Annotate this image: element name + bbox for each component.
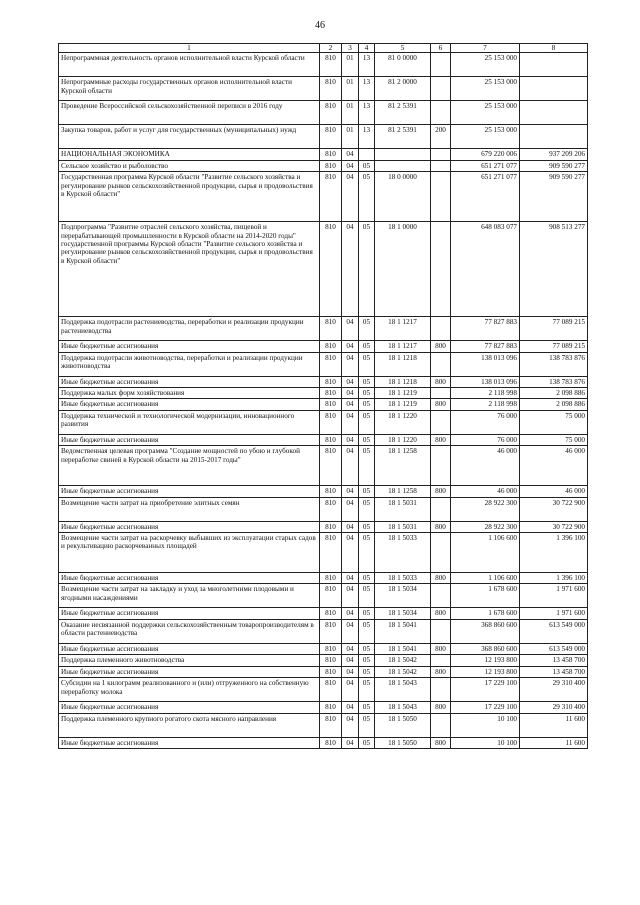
amount-year-1: 651 271 077 <box>451 160 520 171</box>
expense-type-code <box>431 497 451 521</box>
amount-year-2: 1 971 600 <box>520 608 588 619</box>
target-article-code: 18 1 5042 <box>375 666 431 677</box>
expense-type-code: 800 <box>431 399 451 410</box>
ministry-code: 810 <box>320 655 342 666</box>
amount-year-1: 368 860 600 <box>451 619 520 643</box>
row-name: Закупка товаров, работ и услуг для государственных (муниципальных) нужд <box>59 125 320 149</box>
subsection-code: 05 <box>359 678 375 702</box>
amount-year-1: 76 000 <box>451 434 520 445</box>
target-article-code: 81 2 0000 <box>375 77 431 101</box>
column-number-row <box>59 44 588 53</box>
amount-year-2: 1 396 100 <box>520 573 588 584</box>
table-row <box>59 172 588 222</box>
amount-year-1: 17 229 100 <box>451 702 520 713</box>
ministry-code: 810 <box>320 160 342 171</box>
target-article-code: 81 2 5391 <box>375 125 431 149</box>
ministry-code: 810 <box>320 702 342 713</box>
expense-type-code: 800 <box>431 434 451 445</box>
ministry-code: 810 <box>320 172 342 222</box>
target-article-code: 18 1 5031 <box>375 521 431 532</box>
section-code: 04 <box>342 399 359 410</box>
target-article-code: 81 0 0000 <box>375 53 431 77</box>
ministry-code: 810 <box>320 125 342 149</box>
target-article-code: 18 1 5034 <box>375 608 431 619</box>
expense-type-code: 800 <box>431 376 451 387</box>
expense-type-code: 200 <box>431 125 451 149</box>
amount-year-1: 46 000 <box>451 486 520 497</box>
section-code: 04 <box>342 655 359 666</box>
expense-type-code <box>431 317 451 341</box>
amount-year-1: 76 000 <box>451 410 520 434</box>
target-article-code: 18 1 0000 <box>375 222 431 317</box>
table-row <box>59 573 588 584</box>
row-name: Иные бюджетные ассигнования <box>59 376 320 387</box>
amount-year-2: 138 783 876 <box>520 376 588 387</box>
subsection-code: 05 <box>359 521 375 532</box>
target-article-code <box>375 160 431 171</box>
expense-type-code: 800 <box>431 486 451 497</box>
subsection-code: 05 <box>359 388 375 399</box>
target-article-code: 18 1 1220 <box>375 434 431 445</box>
amount-year-2: 937 209 206 <box>520 149 588 160</box>
amount-year-1: 679 220 006 <box>451 149 520 160</box>
amount-year-2: 613 549 000 <box>520 643 588 654</box>
amount-year-1: 77 827 883 <box>451 317 520 341</box>
amount-year-2: 613 549 000 <box>520 619 588 643</box>
expense-type-code: 800 <box>431 341 451 352</box>
expense-type-code: 800 <box>431 521 451 532</box>
expense-type-code <box>431 53 451 77</box>
row-name: Непрограммная деятельность органов исполнительной власти Курской области <box>59 53 320 77</box>
subsection-code: 05 <box>359 608 375 619</box>
table-row <box>59 446 588 486</box>
ministry-code: 810 <box>320 521 342 532</box>
expense-type-code: 800 <box>431 573 451 584</box>
subsection-code: 13 <box>359 53 375 77</box>
row-name: Оказание несвязанной поддержки сельскохозяйственным товаропроизводителям в области растениеводства <box>59 619 320 643</box>
ministry-code: 810 <box>320 619 342 643</box>
column-header: 6 <box>431 44 451 53</box>
amount-year-1: 138 013 096 <box>451 376 520 387</box>
table-row <box>59 317 588 341</box>
amount-year-1: 77 827 883 <box>451 341 520 352</box>
amount-year-1: 1 106 600 <box>451 573 520 584</box>
table-row <box>59 434 588 445</box>
table-row <box>59 497 588 521</box>
expense-type-code <box>431 410 451 434</box>
ministry-code: 810 <box>320 222 342 317</box>
subsection-code: 05 <box>359 486 375 497</box>
section-code: 04 <box>342 497 359 521</box>
ministry-code: 810 <box>320 434 342 445</box>
table-row <box>59 643 588 654</box>
amount-year-2: 1 971 600 <box>520 584 588 608</box>
amount-year-1: 12 193 800 <box>451 666 520 677</box>
row-name: НАЦИОНАЛЬНАЯ ЭКОНОМИКА <box>59 149 320 160</box>
target-article-code: 18 1 1218 <box>375 376 431 387</box>
amount-year-2: 30 722 900 <box>520 497 588 521</box>
target-article-code: 18 1 5033 <box>375 533 431 573</box>
expense-type-code: 800 <box>431 666 451 677</box>
table-row <box>59 101 588 125</box>
ministry-code: 810 <box>320 584 342 608</box>
ministry-code: 810 <box>320 713 342 737</box>
row-name: Поддержка племенного крупного рогатого скота мясного направления <box>59 713 320 737</box>
ministry-code: 810 <box>320 608 342 619</box>
table-row <box>59 376 588 387</box>
expense-type-code <box>431 619 451 643</box>
amount-year-2: 138 783 876 <box>520 352 588 376</box>
row-name: Иные бюджетные ассигнования <box>59 341 320 352</box>
expense-type-code: 800 <box>431 608 451 619</box>
row-name: Государственная программа Курской области "Развитие сельского хозяйства и регулирование рынков сельскохозяйственной продукции, сырья и продовольствия в Курской области" <box>59 172 320 222</box>
subsection-code: 05 <box>359 341 375 352</box>
row-name: Иные бюджетные ассигнования <box>59 399 320 410</box>
subsection-code: 05 <box>359 619 375 643</box>
expense-type-code: 800 <box>431 702 451 713</box>
subsection-code: 05 <box>359 434 375 445</box>
section-code: 04 <box>342 434 359 445</box>
section-code: 04 <box>342 584 359 608</box>
row-name: Иные бюджетные ассигнования <box>59 737 320 748</box>
target-article-code: 18 1 5041 <box>375 619 431 643</box>
ministry-code: 810 <box>320 573 342 584</box>
target-article-code: 18 1 5050 <box>375 713 431 737</box>
amount-year-2 <box>520 125 588 149</box>
amount-year-2: 30 722 900 <box>520 521 588 532</box>
ministry-code: 810 <box>320 341 342 352</box>
target-article-code: 18 0 0000 <box>375 172 431 222</box>
row-name: Поддержка племенного животноводства <box>59 655 320 666</box>
row-name: Подпрограмма "Развитие отраслей сельского хозяйства, пищевой и перерабатывающей промышленности в Курской области на 2014-2020 годы" государственной программы Курской области "Развитие сельского хозяйства и регулирование рынков сельскохозяйственной продукции, сырья и продовольствия в Курской области" <box>59 222 320 317</box>
section-code: 04 <box>342 317 359 341</box>
ministry-code: 810 <box>320 666 342 677</box>
column-header: 4 <box>359 44 375 53</box>
amount-year-1: 138 013 096 <box>451 352 520 376</box>
target-article-code: 18 1 1219 <box>375 399 431 410</box>
ministry-code: 810 <box>320 533 342 573</box>
section-code: 04 <box>342 388 359 399</box>
target-article-code: 18 1 5033 <box>375 573 431 584</box>
row-name: Иные бюджетные ассигнования <box>59 702 320 713</box>
amount-year-2: 11 600 <box>520 737 588 748</box>
ministry-code: 810 <box>320 446 342 486</box>
column-header: 5 <box>375 44 431 53</box>
amount-year-2: 77 089 215 <box>520 317 588 341</box>
section-code: 04 <box>342 643 359 654</box>
amount-year-1: 648 083 077 <box>451 222 520 317</box>
table-row <box>59 713 588 737</box>
table-row <box>59 125 588 149</box>
ministry-code: 810 <box>320 376 342 387</box>
target-article-code: 18 1 5034 <box>375 584 431 608</box>
section-code: 04 <box>342 608 359 619</box>
table-row <box>59 388 588 399</box>
amount-year-2: 11 600 <box>520 713 588 737</box>
section-code: 01 <box>342 101 359 125</box>
row-name: Поддержка технической и технологической модернизации, инновационного развития <box>59 410 320 434</box>
amount-year-2: 908 513 277 <box>520 222 588 317</box>
subsection-code: 05 <box>359 666 375 677</box>
table-row <box>59 737 588 748</box>
expense-type-code <box>431 77 451 101</box>
target-article-code: 18 1 1217 <box>375 317 431 341</box>
row-name: Ведомственная целевая программа "Создание мощностей по убою и глубокой переработке свиней в Курской области на 2015-2017 годы" <box>59 446 320 486</box>
section-code: 04 <box>342 376 359 387</box>
row-name: Иные бюджетные ассигнования <box>59 573 320 584</box>
amount-year-1: 25 153 000 <box>451 125 520 149</box>
amount-year-2: 46 000 <box>520 486 588 497</box>
section-code: 04 <box>342 410 359 434</box>
page-number: 46 <box>315 20 325 31</box>
table-row <box>59 655 588 666</box>
section-code: 04 <box>342 573 359 584</box>
target-article-code: 18 1 5031 <box>375 497 431 521</box>
subsection-code: 05 <box>359 737 375 748</box>
amount-year-2: 909 590 277 <box>520 160 588 171</box>
amount-year-2: 46 000 <box>520 446 588 486</box>
target-article-code: 18 1 1219 <box>375 388 431 399</box>
ministry-code: 810 <box>320 149 342 160</box>
column-header: 1 <box>59 44 320 53</box>
row-name: Поддержка подотрасли животноводства, переработки и реализации продукции животноводства <box>59 352 320 376</box>
expense-type-code: 800 <box>431 643 451 654</box>
table-row <box>59 619 588 643</box>
section-code: 04 <box>342 446 359 486</box>
section-code: 04 <box>342 149 359 160</box>
section-code: 04 <box>342 352 359 376</box>
subsection-code: 13 <box>359 125 375 149</box>
amount-year-1: 2 118 998 <box>451 388 520 399</box>
amount-year-1: 651 271 077 <box>451 172 520 222</box>
row-name: Иные бюджетные ассигнования <box>59 486 320 497</box>
row-name: Поддержка малых форм хозяйствования <box>59 388 320 399</box>
target-article-code: 18 1 1258 <box>375 486 431 497</box>
subsection-code: 05 <box>359 446 375 486</box>
target-article-code: 18 1 5042 <box>375 655 431 666</box>
row-name: Иные бюджетные ассигнования <box>59 521 320 532</box>
amount-year-2: 75 000 <box>520 410 588 434</box>
subsection-code: 05 <box>359 702 375 713</box>
expense-type-code <box>431 388 451 399</box>
section-code: 04 <box>342 737 359 748</box>
amount-year-1: 25 153 000 <box>451 77 520 101</box>
section-code: 04 <box>342 713 359 737</box>
section-code: 01 <box>342 53 359 77</box>
amount-year-1: 10 100 <box>451 713 520 737</box>
amount-year-2 <box>520 53 588 77</box>
expense-type-code <box>431 713 451 737</box>
subsection-code: 05 <box>359 713 375 737</box>
section-code: 04 <box>342 533 359 573</box>
expense-type-code: 800 <box>431 737 451 748</box>
amount-year-1: 28 922 300 <box>451 497 520 521</box>
table-row <box>59 486 588 497</box>
expense-type-code <box>431 101 451 125</box>
section-code: 01 <box>342 77 359 101</box>
ministry-code: 810 <box>320 737 342 748</box>
ministry-code: 810 <box>320 399 342 410</box>
expense-type-code <box>431 655 451 666</box>
expense-type-code <box>431 172 451 222</box>
amount-year-1: 46 000 <box>451 446 520 486</box>
ministry-code: 810 <box>320 486 342 497</box>
table-row <box>59 410 588 434</box>
expense-type-code <box>431 584 451 608</box>
table-row <box>59 341 588 352</box>
section-code: 01 <box>342 125 359 149</box>
amount-year-1: 12 193 800 <box>451 655 520 666</box>
subsection-code: 05 <box>359 222 375 317</box>
ministry-code: 810 <box>320 643 342 654</box>
ministry-code: 810 <box>320 101 342 125</box>
table-row <box>59 678 588 702</box>
ministry-code: 810 <box>320 388 342 399</box>
row-name: Непрограммные расходы государственных органов исполнительной власти Курской области <box>59 77 320 101</box>
subsection-code: 05 <box>359 317 375 341</box>
table-row <box>59 533 588 573</box>
expense-type-code <box>431 446 451 486</box>
amount-year-2: 77 089 215 <box>520 341 588 352</box>
target-article-code: 18 1 1217 <box>375 341 431 352</box>
table-row <box>59 702 588 713</box>
row-name: Поддержка подотрасли растениеводства, переработки и реализации продукции растениеводства <box>59 317 320 341</box>
budget-table <box>58 43 588 749</box>
section-code: 04 <box>342 341 359 352</box>
section-code: 04 <box>342 160 359 171</box>
section-code: 04 <box>342 521 359 532</box>
amount-year-2: 13 458 700 <box>520 655 588 666</box>
target-article-code: 18 1 5043 <box>375 702 431 713</box>
table-row <box>59 399 588 410</box>
ministry-code: 810 <box>320 317 342 341</box>
amount-year-1: 1 678 600 <box>451 584 520 608</box>
table-row <box>59 584 588 608</box>
amount-year-2: 1 396 100 <box>520 533 588 573</box>
subsection-code <box>359 149 375 160</box>
section-code: 04 <box>342 666 359 677</box>
amount-year-2: 75 000 <box>520 434 588 445</box>
row-name: Возмещение части затрат на закладку и уход за многолетними плодовыми и ягодными насаждениями <box>59 584 320 608</box>
amount-year-1: 1 678 600 <box>451 608 520 619</box>
subsection-code: 05 <box>359 643 375 654</box>
target-article-code: 18 1 5050 <box>375 737 431 748</box>
table-row <box>59 160 588 171</box>
section-code: 04 <box>342 222 359 317</box>
section-code: 04 <box>342 678 359 702</box>
subsection-code: 05 <box>359 160 375 171</box>
amount-year-2: 909 590 277 <box>520 172 588 222</box>
ministry-code: 810 <box>320 497 342 521</box>
subsection-code: 13 <box>359 101 375 125</box>
subsection-code: 05 <box>359 376 375 387</box>
subsection-code: 05 <box>359 172 375 222</box>
subsection-code: 05 <box>359 497 375 521</box>
row-name: Проведение Всероссийской сельскохозяйственной переписи в 2016 году <box>59 101 320 125</box>
amount-year-2: 29 310 400 <box>520 702 588 713</box>
ministry-code: 810 <box>320 410 342 434</box>
row-name: Возмещение части затрат на раскорчевку выбывших из эксплуатации старых садов и рекультивацию раскорчеванных площадей <box>59 533 320 573</box>
column-header: 2 <box>320 44 342 53</box>
subsection-code: 05 <box>359 655 375 666</box>
table-row <box>59 53 588 77</box>
column-header: 8 <box>520 44 588 53</box>
table-row <box>59 77 588 101</box>
table-row <box>59 608 588 619</box>
row-name: Иные бюджетные ассигнования <box>59 608 320 619</box>
amount-year-2: 29 310 400 <box>520 678 588 702</box>
column-header: 7 <box>451 44 520 53</box>
section-code: 04 <box>342 486 359 497</box>
expense-type-code <box>431 352 451 376</box>
subsection-code: 13 <box>359 77 375 101</box>
table-row <box>59 352 588 376</box>
row-name: Субсидии на 1 килограмм реализованного и (или) отгруженного на собственную переработку молока <box>59 678 320 702</box>
table-row <box>59 222 588 317</box>
expense-type-code <box>431 149 451 160</box>
target-article-code: 18 1 5041 <box>375 643 431 654</box>
amount-year-2: 2 098 886 <box>520 399 588 410</box>
subsection-code: 05 <box>359 533 375 573</box>
amount-year-1: 17 229 100 <box>451 678 520 702</box>
amount-year-1: 10 100 <box>451 737 520 748</box>
amount-year-1: 25 153 000 <box>451 53 520 77</box>
amount-year-2 <box>520 77 588 101</box>
amount-year-1: 368 860 600 <box>451 643 520 654</box>
subsection-code: 05 <box>359 352 375 376</box>
section-code: 04 <box>342 702 359 713</box>
expense-type-code <box>431 533 451 573</box>
target-article-code: 18 1 1218 <box>375 352 431 376</box>
amount-year-1: 1 106 600 <box>451 533 520 573</box>
row-name: Возмещение части затрат на приобретение элитных семян <box>59 497 320 521</box>
target-article-code <box>375 149 431 160</box>
expense-type-code <box>431 160 451 171</box>
target-article-code: 18 1 1258 <box>375 446 431 486</box>
section-code: 04 <box>342 619 359 643</box>
column-header: 3 <box>342 44 359 53</box>
subsection-code: 05 <box>359 573 375 584</box>
expense-type-code <box>431 222 451 317</box>
subsection-code: 05 <box>359 399 375 410</box>
expense-type-code <box>431 678 451 702</box>
subsection-code: 05 <box>359 410 375 434</box>
table-row <box>59 149 588 160</box>
amount-year-2 <box>520 101 588 125</box>
table-row <box>59 666 588 677</box>
subsection-code: 05 <box>359 584 375 608</box>
section-code: 04 <box>342 172 359 222</box>
row-name: Иные бюджетные ассигнования <box>59 643 320 654</box>
target-article-code: 18 1 5043 <box>375 678 431 702</box>
ministry-code: 810 <box>320 678 342 702</box>
target-article-code: 81 2 5391 <box>375 101 431 125</box>
table-row <box>59 521 588 532</box>
target-article-code: 18 1 1220 <box>375 410 431 434</box>
row-name: Иные бюджетные ассигнования <box>59 434 320 445</box>
row-name: Сельское хозяйство и рыболовство <box>59 160 320 171</box>
amount-year-2: 13 458 700 <box>520 666 588 677</box>
amount-year-2: 2 098 886 <box>520 388 588 399</box>
amount-year-1: 2 118 998 <box>451 399 520 410</box>
row-name: Иные бюджетные ассигнования <box>59 666 320 677</box>
amount-year-1: 25 153 000 <box>451 101 520 125</box>
amount-year-1: 28 922 300 <box>451 521 520 532</box>
ministry-code: 810 <box>320 352 342 376</box>
ministry-code: 810 <box>320 53 342 77</box>
ministry-code: 810 <box>320 77 342 101</box>
